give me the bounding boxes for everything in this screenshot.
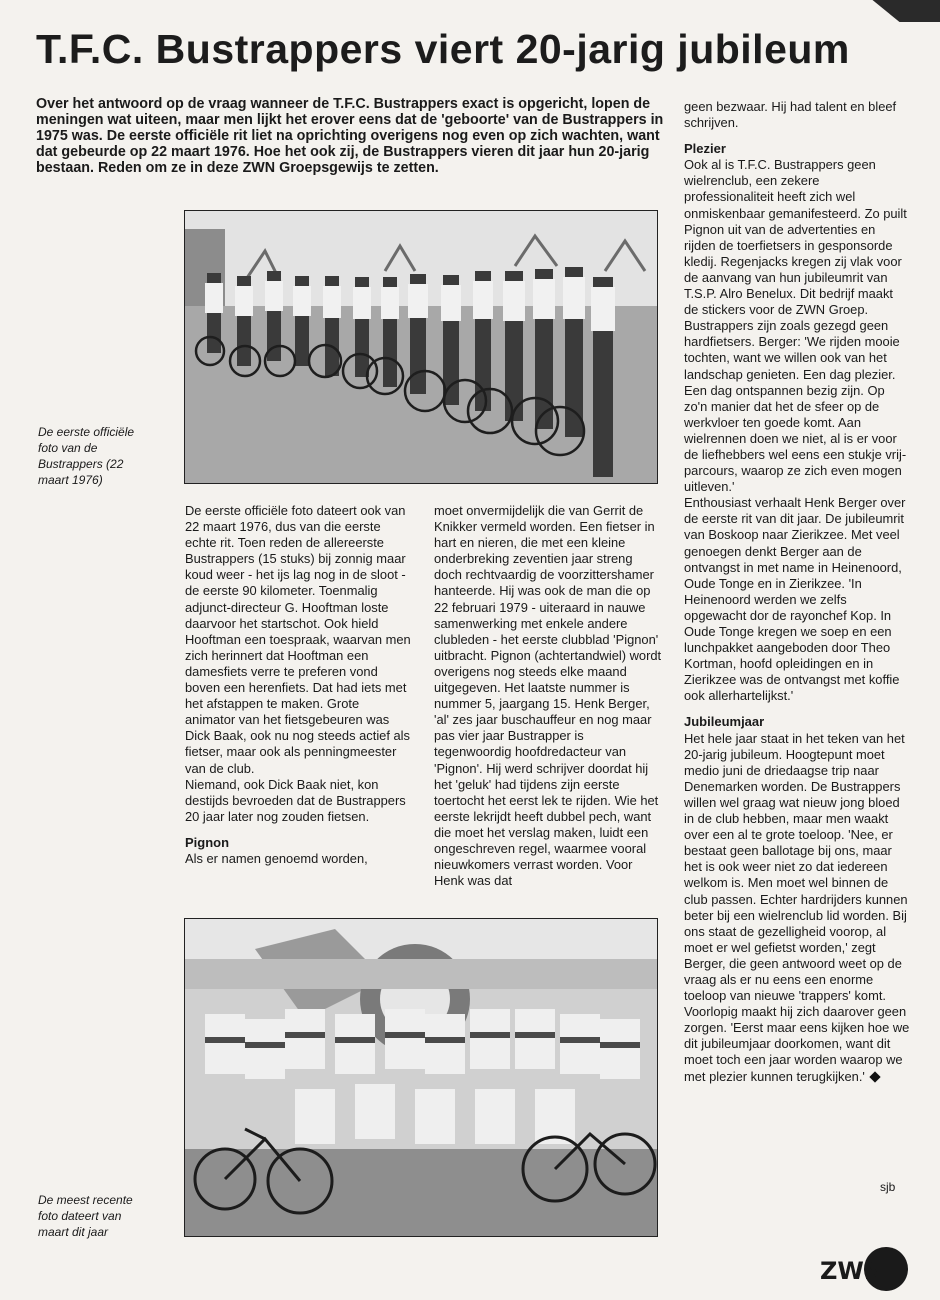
column-3-paragraph-0: geen bezwaar. Hij had talent en bleef schrijven. — [684, 99, 897, 131]
article-column-1 — [185, 503, 411, 867]
photo-most-recent — [184, 918, 658, 1237]
corner-tab-decoration — [850, 0, 940, 22]
section-heading-jubileumjaar: Jubileumjaar — [684, 714, 765, 730]
article-column-2 — [434, 503, 662, 889]
photo-first-official — [184, 210, 658, 484]
photo-caption-first: De eerste officiële foto van de Bustrappers (22 maart 1976) — [38, 425, 135, 487]
zwn-logo — [814, 1245, 914, 1293]
section-heading-plezier: Plezier — [684, 141, 726, 157]
column-1-paragraph-2: Niemand, ook Dick Baak niet, kon destijds bevroeden dat de Bustrappers 20 jaar later nog zouden fietsen. — [185, 776, 406, 824]
column-3-paragraph-4 — [684, 731, 910, 1085]
article-title: T.F.C. Bustrappers viert 20-jarig jubileum — [36, 26, 850, 72]
logo-text: ZWN — [820, 1257, 884, 1285]
author-signature: sjb — [880, 1180, 896, 1194]
column-3-paragraph-2: Bustrappers zijn zoals gezegd geen hardfietsers. Berger: 'We rijden mooie tochten, want we willen ook van het landschap genieten. Een dag plezier. Een dag ontspannen bezig zijn. Op zo'n manier dat het de sfeer op de werkvloer ten goede komt. Aan wielrennen doen we niet, al is er voor de liefhebbers wel eens een stukje vrij-parcours, waarop ze zich even mogen uitleven.' — [684, 318, 907, 495]
article-column-3 — [684, 99, 910, 1085]
column-2-paragraph-1: moet onvermijdelijk die van Gerrit de Knikker vermeld worden. Een fietser in hart en nieren, die met een kleine onderbreking zeventien jaar streng doch rechtvaardig de voorzittershamer hanteerde. Hij was ook de man die op 22 februari 1979 - uiteraard in nauwe samenwerking met enkele andere clubleden - het eerste clubblad 'Pignon' uitbracht. Pignon (achtertandwiel) wordt overigens nog steeds elke maand uitgegeven. Het laatste nummer is nummer 5, jaargang 15. Henk Berger, 'al' zes jaar buschauffeur en nog maar pas vier jaar Bustrapper is tegenwoordig hoofdredacteur van 'Pignon'. Hij werd schrijver doordat hij het 'geluk' had tijdens zijn eerste toertocht het eerst lek te rijden. Wie het eerste lekrijdt heeft dubbel pech, want die moet het verslag maken, luidt een ongeschreven regel, waarmee vooral nieuwkomers verrast worden. Voor Henk was dat — [434, 503, 662, 889]
column-3-paragraph-1: Ook al is T.F.C. Bustrappers geen wielrenclub, een zekere professionaliteit heeft zich wel onmiskenbaar gemanifesteerd. Zo puilt Pignon uit van de advertenties en rijden de toerfietsers in gesponsorde kledij. Regenjacks kregen zij vlak voor de aanvang van hun jubileumrit van T.S.P. Alro Benelux. Dit bedrijf maakt de stickers voor de ZWN Groep. — [684, 157, 907, 318]
photo-caption-recent: De meest recente foto dateert van maart dit jaar — [38, 1193, 133, 1239]
column-1-paragraph-1: De eerste officiële foto dateert ook van 22 maart 1976, dus van die eerste echte rit. Toen reden de allereerste Bustrappers (15 stuks) bij zonnig maar koud weer - het ijs lag nog in de sloot - de eerste 90 kilometer. Toenmalig adjunct-directeur G. Hooftman loste daarvoor het startschot. Ook hield Hooftman een toespraak, waarvan men zich herinnert dat Hooftman een damesfiets verre te preferen vond boven een herenfiets. Dat had iets met het afstappen te maken. Grote animator van het fietsgebeuren was Dick Baak, ook nu nog steeds actief als fietser, maar ook als penningmeester van de club. — [185, 503, 411, 776]
column-1-paragraph-3: Als er namen genoemd worden, — [185, 850, 368, 866]
column-3-paragraph-3: Enthousiast verhaalt Henk Berger over de eerste rit van dit jaar. De jubileumrit van Boskoop naar Zierikzee. Met veel genoegen denkt Berger aan de ontvangst in met name in Heinenoord, Oude Tonge en in Zierikzee. 'In Heinenoord werden we zelfs opgewacht dor de rayonchef Kop. In Oude Tonge kregen we soep en een lunchpakket aangeboden door Theo Kortman, hoofd opleidingen en in Zierikzee was de ontvangst met koffie ook allerhartelijkst.' — [684, 495, 906, 704]
column-3-paragraph-4-text: Het hele jaar staat in het teken van het 20-jarig jubileum. Hoogtepunt moet medio juni de driedaagse trip naar Denemarken worden. De Bustrappers willen wel graag wat nieuw jong bloed in de club hebben, maar men waakt over een al te grote toeloop. 'Nee, er bestaat geen ballotage bij ons, maar het is ook weer niet zo dat iedereen welkom is. Men moet wel binnen de club passen. Echter hardrijders kunnen beter bij een wielrenclub lid worden. Bij ons staat de gezelligheid voorop, al moet er wel gefietst worden,' zegt Berger, die geen antwoord weet op de vraag als er nu eens een enorme toeloop van nieuwe 'trappers' komt. Voorlopig maakt hij zich daarover geen zorgen. 'Eerst maar eens kijken hoe we dit jubileumjaar doorkomen, want dit moet toch een jaar worden waarop we met plezier kunnen terugkijken.' — [684, 730, 910, 1084]
section-heading-pignon: Pignon — [185, 834, 230, 850]
end-of-article-icon — [869, 1071, 880, 1082]
article-intro: Over het antwoord op de vraag wanneer de T.F.C. Bustrappers exact is opgericht, lopen de meningen wat uiteen, maar men lijkt het erover eens dat de 'geboorte' van de Bustrappers in 1975 was. De eerste officiële rit liet na oprichting overigens nog even op zich wachten, want dat gebeurde op 22 maart 1976. Hoe het ook zij, de Bustrappers vieren dit jaar hun 20-jarig bestaan. Reden om ze in deze ZWN Groepsgewijs te zetten. — [36, 96, 664, 176]
